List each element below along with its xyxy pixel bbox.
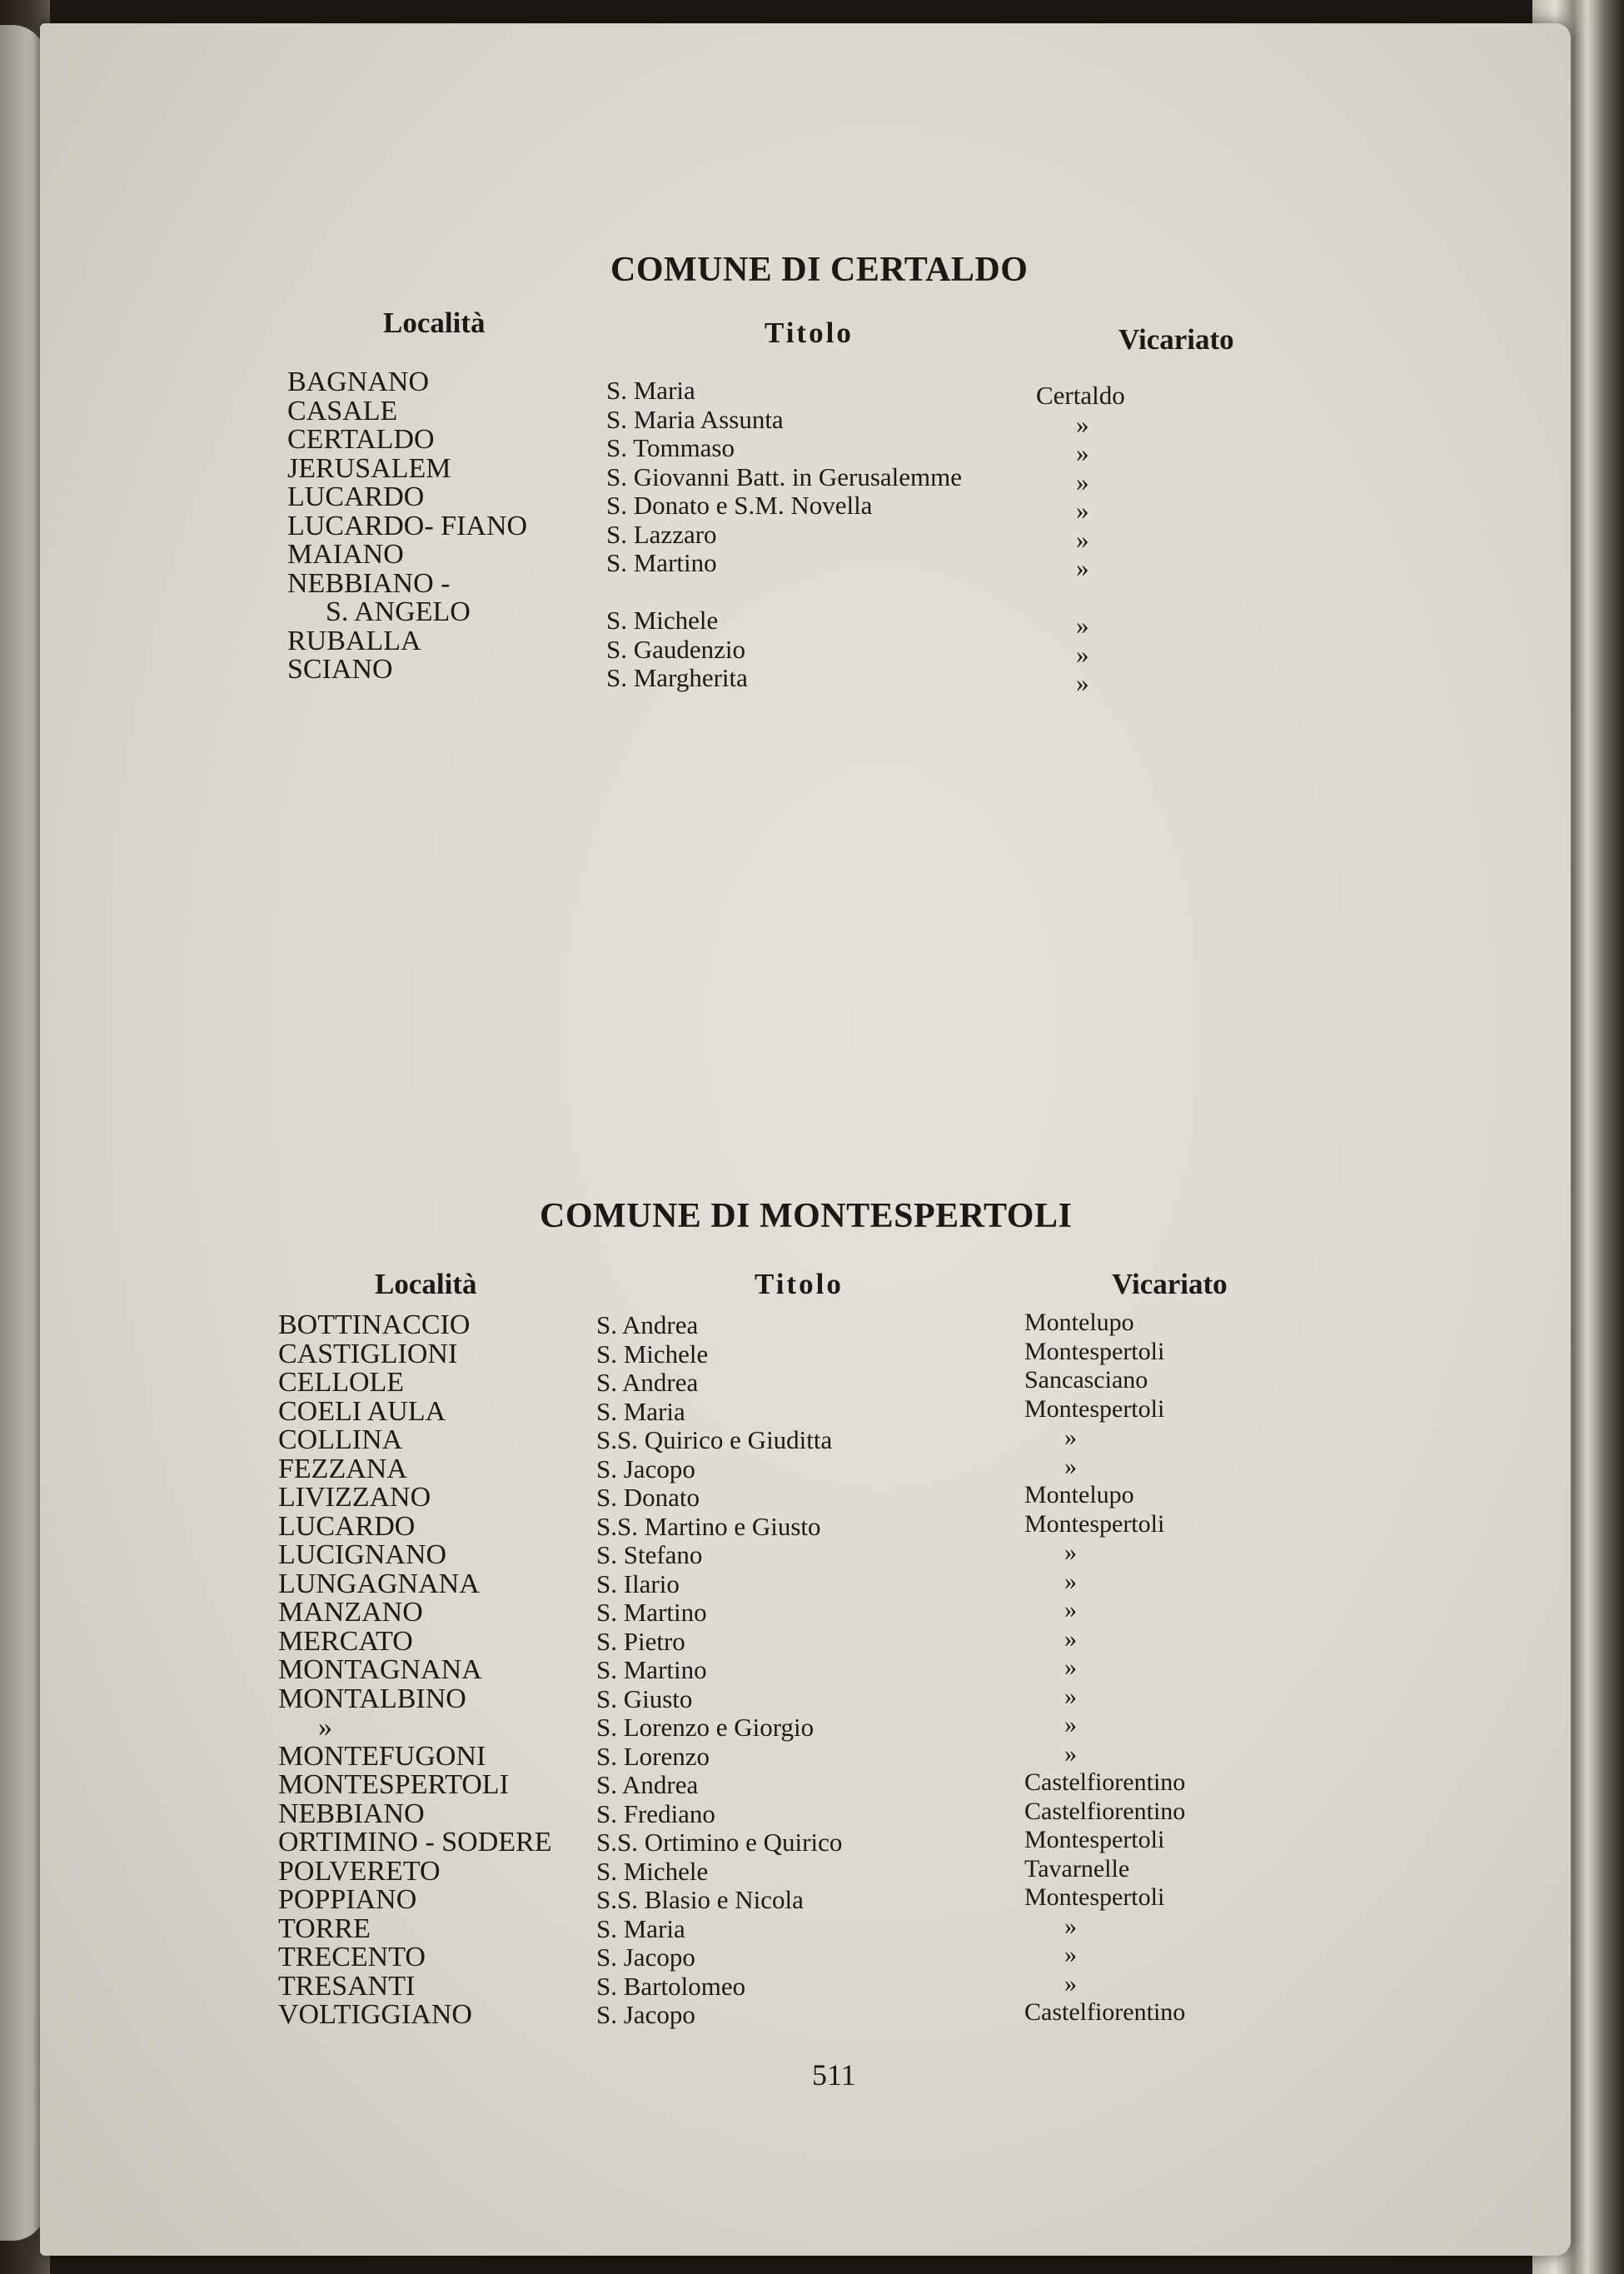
list-item: S. Giusto — [596, 1683, 693, 1713]
list-item: S. Bartolomeo — [596, 1971, 746, 2001]
list-item: LUCIGNANO — [278, 1539, 447, 1570]
list-item: Castelfiorentino — [1024, 1797, 1186, 1825]
list-item: S.S. Quirico e Giuditta — [596, 1425, 833, 1454]
list-item: S. Michele — [596, 1856, 709, 1886]
list-item: S. Maria — [596, 1396, 685, 1426]
montespertoli-header-localita: Località — [375, 1268, 477, 1300]
list-item: » — [1064, 1567, 1077, 1595]
list-item: S. Andrea — [596, 1368, 699, 1397]
list-item: COLLINA — [278, 1424, 403, 1455]
montespertoli-header-vicariato: Vicariato — [1112, 1268, 1228, 1300]
list-item: S. Martino — [606, 548, 717, 577]
list-item: Sancasciano — [1024, 1366, 1148, 1394]
list-item: MERCATO — [278, 1625, 413, 1657]
list-item: S. Tommaso — [606, 433, 735, 462]
list-item: Tavarnelle — [1024, 1854, 1130, 1883]
list-item: » — [1064, 1739, 1077, 1768]
list-item: S. Lorenzo e Giorgio — [596, 1713, 814, 1742]
list-item: S. Martino — [596, 1598, 707, 1627]
list-item: » — [1064, 1969, 1077, 1997]
list-item: S. Pietro — [596, 1626, 685, 1656]
certaldo-localita-list — [287, 368, 527, 685]
list-item: BOTTINACCIO — [278, 1309, 471, 1340]
list-item: ORTIMINO - SODERE — [278, 1827, 552, 1858]
list-item: S. Maria — [596, 1913, 685, 1943]
list-item: » — [1064, 1538, 1077, 1566]
list-item: » — [318, 1712, 332, 1743]
montespertoli-localita-list — [278, 1311, 552, 2030]
list-item: FEZZANA — [278, 1453, 407, 1484]
certaldo-title: COMUNE DI CERTALDO — [610, 251, 1029, 289]
previous-page-curl — [0, 25, 46, 2241]
list-item: LUCARDO — [287, 481, 425, 512]
list-item: S. Ilario — [596, 1568, 680, 1598]
list-item: TRESANTI — [278, 1970, 416, 2002]
list-item: S. Andrea — [596, 1770, 699, 1799]
list-item: MANZANO — [278, 1597, 423, 1628]
list-item: Montelupo — [1024, 1481, 1134, 1509]
list-item: » — [1064, 1912, 1077, 1940]
list-item: Castelfiorentino — [1024, 1768, 1186, 1796]
list-item: » — [1064, 1682, 1077, 1710]
list-item: LUCARDO — [278, 1510, 416, 1542]
certaldo-header-vicariato: Vicariato — [1118, 323, 1234, 356]
list-item: CERTALDO — [287, 424, 435, 455]
list-item: MONTESPERTOLI — [278, 1769, 509, 1800]
list-item: S. Jacopo — [596, 2000, 695, 2029]
list-item: » — [1076, 611, 1089, 640]
list-item: » — [1076, 668, 1089, 697]
list-item: » — [1076, 524, 1089, 554]
list-item: JERUSALEM — [287, 452, 451, 484]
list-item: LIVIZZANO — [278, 1482, 431, 1513]
list-item: BAGNANO — [287, 367, 429, 397]
list-item — [606, 578, 962, 607]
list-item: Montespertoli — [1024, 1509, 1165, 1538]
page-number: 511 — [812, 2058, 856, 2092]
list-item: TORRE — [278, 1912, 371, 1944]
list-item: COELI AULA — [278, 1395, 446, 1427]
list-item: S. Jacopo — [596, 1454, 695, 1484]
list-item: » — [1076, 496, 1089, 525]
list-item: » — [1064, 1624, 1077, 1653]
list-item: S.S. Martino e Giusto — [596, 1511, 821, 1541]
list-item: Montelupo — [1024, 1309, 1134, 1336]
list-item: » — [1064, 1653, 1077, 1681]
list-item: S. Donato e S.M. Novella — [606, 491, 873, 520]
list-item: » — [1064, 1424, 1077, 1451]
list-item: S. Maria — [606, 376, 695, 405]
montespertoli-vicariato-list — [1024, 1309, 1185, 2027]
list-item: » — [1064, 1596, 1077, 1623]
list-item: POLVERETO — [278, 1855, 441, 1887]
list-item: S.S. Ortimino e Quirico — [596, 1828, 843, 1857]
list-item: » — [1076, 409, 1089, 439]
list-item: MONTALBINO — [278, 1683, 466, 1714]
list-item: S. Jacopo — [596, 1942, 695, 1972]
book-page — [40, 23, 1571, 2256]
list-item: S. Donato — [596, 1483, 700, 1512]
list-item: » — [1064, 1711, 1077, 1738]
list-item: VOLTIGGIANO — [278, 1999, 472, 2030]
list-item: S. ANGELO — [326, 596, 471, 627]
list-item: CASALE — [287, 395, 398, 426]
list-item: Montespertoli — [1024, 1337, 1165, 1365]
list-item: TRECENTO — [278, 1942, 426, 1972]
list-item: S.S. Blasio e Nicola — [596, 1885, 804, 1914]
list-item: NEBBIANO — [278, 1798, 425, 1829]
list-item: Montespertoli — [1024, 1826, 1165, 1853]
list-item: S. Margherita — [606, 663, 748, 692]
certaldo-vicariato-list — [1036, 381, 1125, 698]
list-item: RUBALLA — [287, 625, 421, 656]
list-item: S. Andrea — [596, 1310, 699, 1339]
list-item: » — [1064, 1452, 1077, 1480]
montespertoli-header-titolo: Titolo — [755, 1268, 844, 1300]
list-item: Castelfiorentino — [1024, 1998, 1186, 2026]
list-item: » — [1076, 438, 1089, 467]
list-item: » — [1076, 466, 1089, 496]
list-item: S. Giovanni Batt. in Gerusalemme — [606, 461, 963, 491]
list-item: S. Gaudenzio — [606, 634, 746, 664]
list-item: S. Maria Assunta — [606, 404, 784, 434]
list-item: POPPIANO — [278, 1884, 417, 1915]
list-item — [1036, 583, 1125, 612]
list-item: CELLOLE — [278, 1367, 405, 1398]
list-item: S. Martino — [596, 1655, 707, 1684]
list-item: » — [1076, 553, 1089, 582]
list-item: LUNGAGNANA — [278, 1568, 480, 1599]
list-item: CASTIGLIONI — [278, 1338, 458, 1369]
list-item: S. Lorenzo — [596, 1741, 710, 1771]
list-item: SCIANO — [287, 654, 393, 685]
list-item: Montespertoli — [1024, 1883, 1165, 1911]
list-item: » — [1064, 1941, 1077, 1968]
list-item: Montespertoli — [1024, 1394, 1165, 1423]
list-item: Certaldo — [1036, 381, 1125, 410]
list-item: S. Michele — [596, 1339, 709, 1369]
list-item: » — [1076, 639, 1089, 669]
list-item: MONTAGNANA — [278, 1654, 482, 1685]
certaldo-header-titolo: Titolo — [765, 317, 854, 349]
list-item: MAIANO — [287, 539, 404, 570]
montespertoli-title: COMUNE DI MONTESPERTOLI — [540, 1197, 1073, 1235]
list-item: LUCARDO- FIANO — [287, 510, 528, 541]
list-item: S. Stefano — [596, 1540, 703, 1569]
list-item: MONTEFUGONI — [278, 1740, 486, 1772]
certaldo-titolo-list — [606, 377, 962, 693]
list-item: S. Michele — [606, 606, 719, 635]
certaldo-header-localita: Località — [383, 307, 486, 339]
list-item: S. Frediano — [596, 1798, 715, 1828]
list-item: S. Lazzaro — [606, 519, 717, 549]
list-item: NEBBIANO - — [287, 567, 451, 599]
montespertoli-titolo-list — [596, 1311, 842, 2030]
